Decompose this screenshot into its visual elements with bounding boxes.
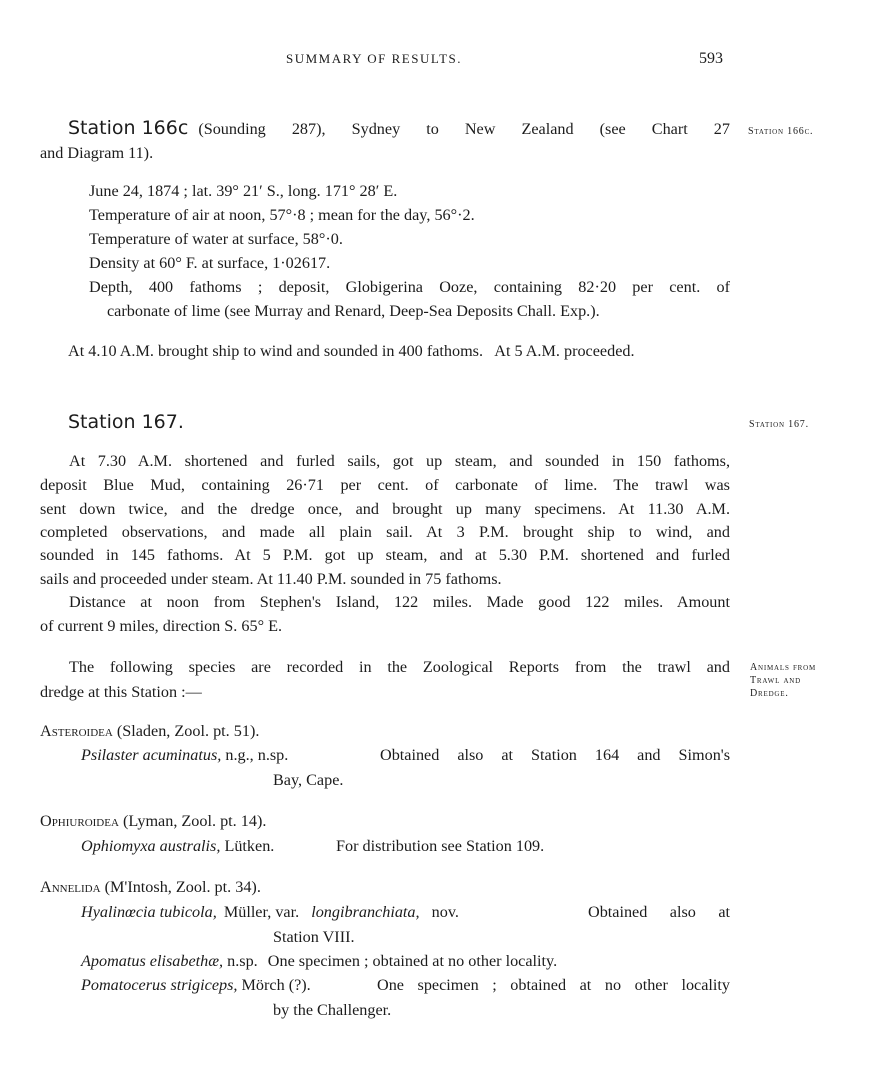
species-intro-line1: The following species are recorded in the Zoological Reports from the trawl and (69, 658, 730, 676)
station-167-narrative-line2: deposit Blue Mud, containing 26·71 per cent. of carbonate of lime. The trawl was (40, 476, 730, 494)
sidenote-animals-line2: Trawl and (750, 675, 802, 686)
species-note-cont: by the Challenger. (273, 1001, 392, 1019)
station-166c-depth-line2: carbonate of lime (see Murray and Renard, Deep-Sea Deposits Chall. Exp.). (107, 302, 600, 320)
page-number: 593 (699, 50, 723, 67)
sidenote-animals-line1: Animals from (750, 662, 816, 673)
species-entry (81, 837, 274, 856)
station-166c-detail-density: Density at 60° F. at surface, 1·02617. (89, 254, 331, 272)
station-166c-depth-line1: Depth, 400 fathoms ; deposit, Globigerina Ooze, containing 82·20 per cent. of (89, 278, 730, 296)
station-167-narrative-line6: sails and proceeded under steam. At 11.40 P.M. sounded in 75 fathoms. (40, 570, 502, 588)
species-name: Hyalinœcia tubicola, (81, 903, 217, 921)
station-166c-narrative: At 4.10 A.M. brought ship to wind and sounded in 400 fathoms. At 5 A.M. proceeded. (68, 342, 635, 360)
station-166c-heading-rest: (Sounding 287), Sydney to New Zealand (see Chart 27 (198, 120, 730, 138)
group-ref: (Lyman, Zool. pt. 14). (122, 812, 267, 830)
species-name: Apomatus elisabethæ, (81, 952, 224, 970)
species-note: One specimen ; obtained at no other locality. (267, 952, 558, 970)
group-name: Ophiuroidea (40, 812, 119, 830)
species-authority: n.sp. (227, 952, 258, 970)
species-note: Obtained also at (588, 903, 730, 921)
station-167-narrative-line5: sounded in 145 fathoms. At 5 P.M. got up steam, and at 5.30 P.M. shortened and furled (40, 546, 730, 564)
species-note: Obtained also at Station 164 and Simon's (380, 746, 730, 764)
station-167-narrative-line1: At 7.30 A.M. shortened and furled sails, got up steam, and sounded in 150 fathoms, (69, 452, 730, 470)
species-authority-2: nov. (431, 903, 459, 921)
group-ref: (M'Intosh, Zool. pt. 34). (104, 878, 261, 896)
station-167-distance-line2: of current 9 miles, direction S. 65° E. (40, 617, 283, 635)
station-167-narrative-line4: completed observations, and made all plain sail. At 3 P.M. brought ship to wind, and (40, 523, 730, 541)
species-entry (81, 903, 459, 922)
station-166c-heading-line (68, 117, 730, 139)
species-authority: Mörch (?). (241, 976, 311, 994)
group-name: Annelida (40, 878, 101, 896)
group-ophiuroidea (40, 812, 266, 831)
species-authority: Müller, var. (223, 903, 300, 921)
species-note-cont: Station VIII. (273, 928, 355, 946)
species-authority: Lütken. (224, 837, 275, 855)
species-note: One specimen ; obtained at no other locality (377, 976, 730, 994)
species-name: Ophiomyxa australis, (81, 837, 221, 855)
station-166c-detail-water-temp: Temperature of water at surface, 58°·0. (89, 230, 343, 248)
group-ref: (Sladen, Zool. pt. 51). (116, 722, 260, 740)
species-entry (81, 746, 288, 765)
sidenote-animals-from-trawl (750, 661, 816, 700)
species-note: For distribution see Station 109. (336, 837, 545, 855)
running-head: SUMMARY OF RESULTS. (286, 51, 463, 66)
sidenote-station-166c: Station 166c. (748, 126, 814, 137)
species-variety: longibranchiata, (311, 903, 420, 921)
species-note-cont: Bay, Cape. (273, 771, 344, 789)
station-166c-heading-line2: and Diagram 11). (40, 144, 154, 162)
group-annelida (40, 878, 261, 897)
station-166c-detail-air-temp: Temperature of air at noon, 57°·8 ; mean for the day, 56°·2. (89, 206, 475, 224)
station-166c-title: Station 166c (68, 117, 189, 139)
sidenote-animals-line3: Dredge. (750, 688, 789, 699)
group-asteroidea (40, 722, 259, 741)
species-name: Psilaster acuminatus, (81, 746, 222, 764)
species-entry (81, 976, 311, 995)
station-166c-detail-date: June 24, 1874 ; lat. 39° 21′ S., long. 171° 28′ E. (89, 182, 398, 200)
species-entry (81, 952, 557, 971)
station-167-distance-line1: Distance at noon from Stephen's Island, 122 miles. Made good 122 miles. Amount (69, 593, 730, 611)
species-name: Pomatocerus strigiceps, (81, 976, 238, 994)
sidenote-station-167: Station 167. (749, 419, 809, 430)
species-authority: n.g., n.sp. (225, 746, 289, 764)
group-name: Asteroidea (40, 722, 113, 740)
species-intro-line2: dredge at this Station :— (40, 683, 202, 701)
station-167-narrative-line3: sent down twice, and the dredge once, and brought up many specimens. At 11.30 A.M. (40, 500, 730, 518)
station-167-title: Station 167. (68, 411, 184, 433)
